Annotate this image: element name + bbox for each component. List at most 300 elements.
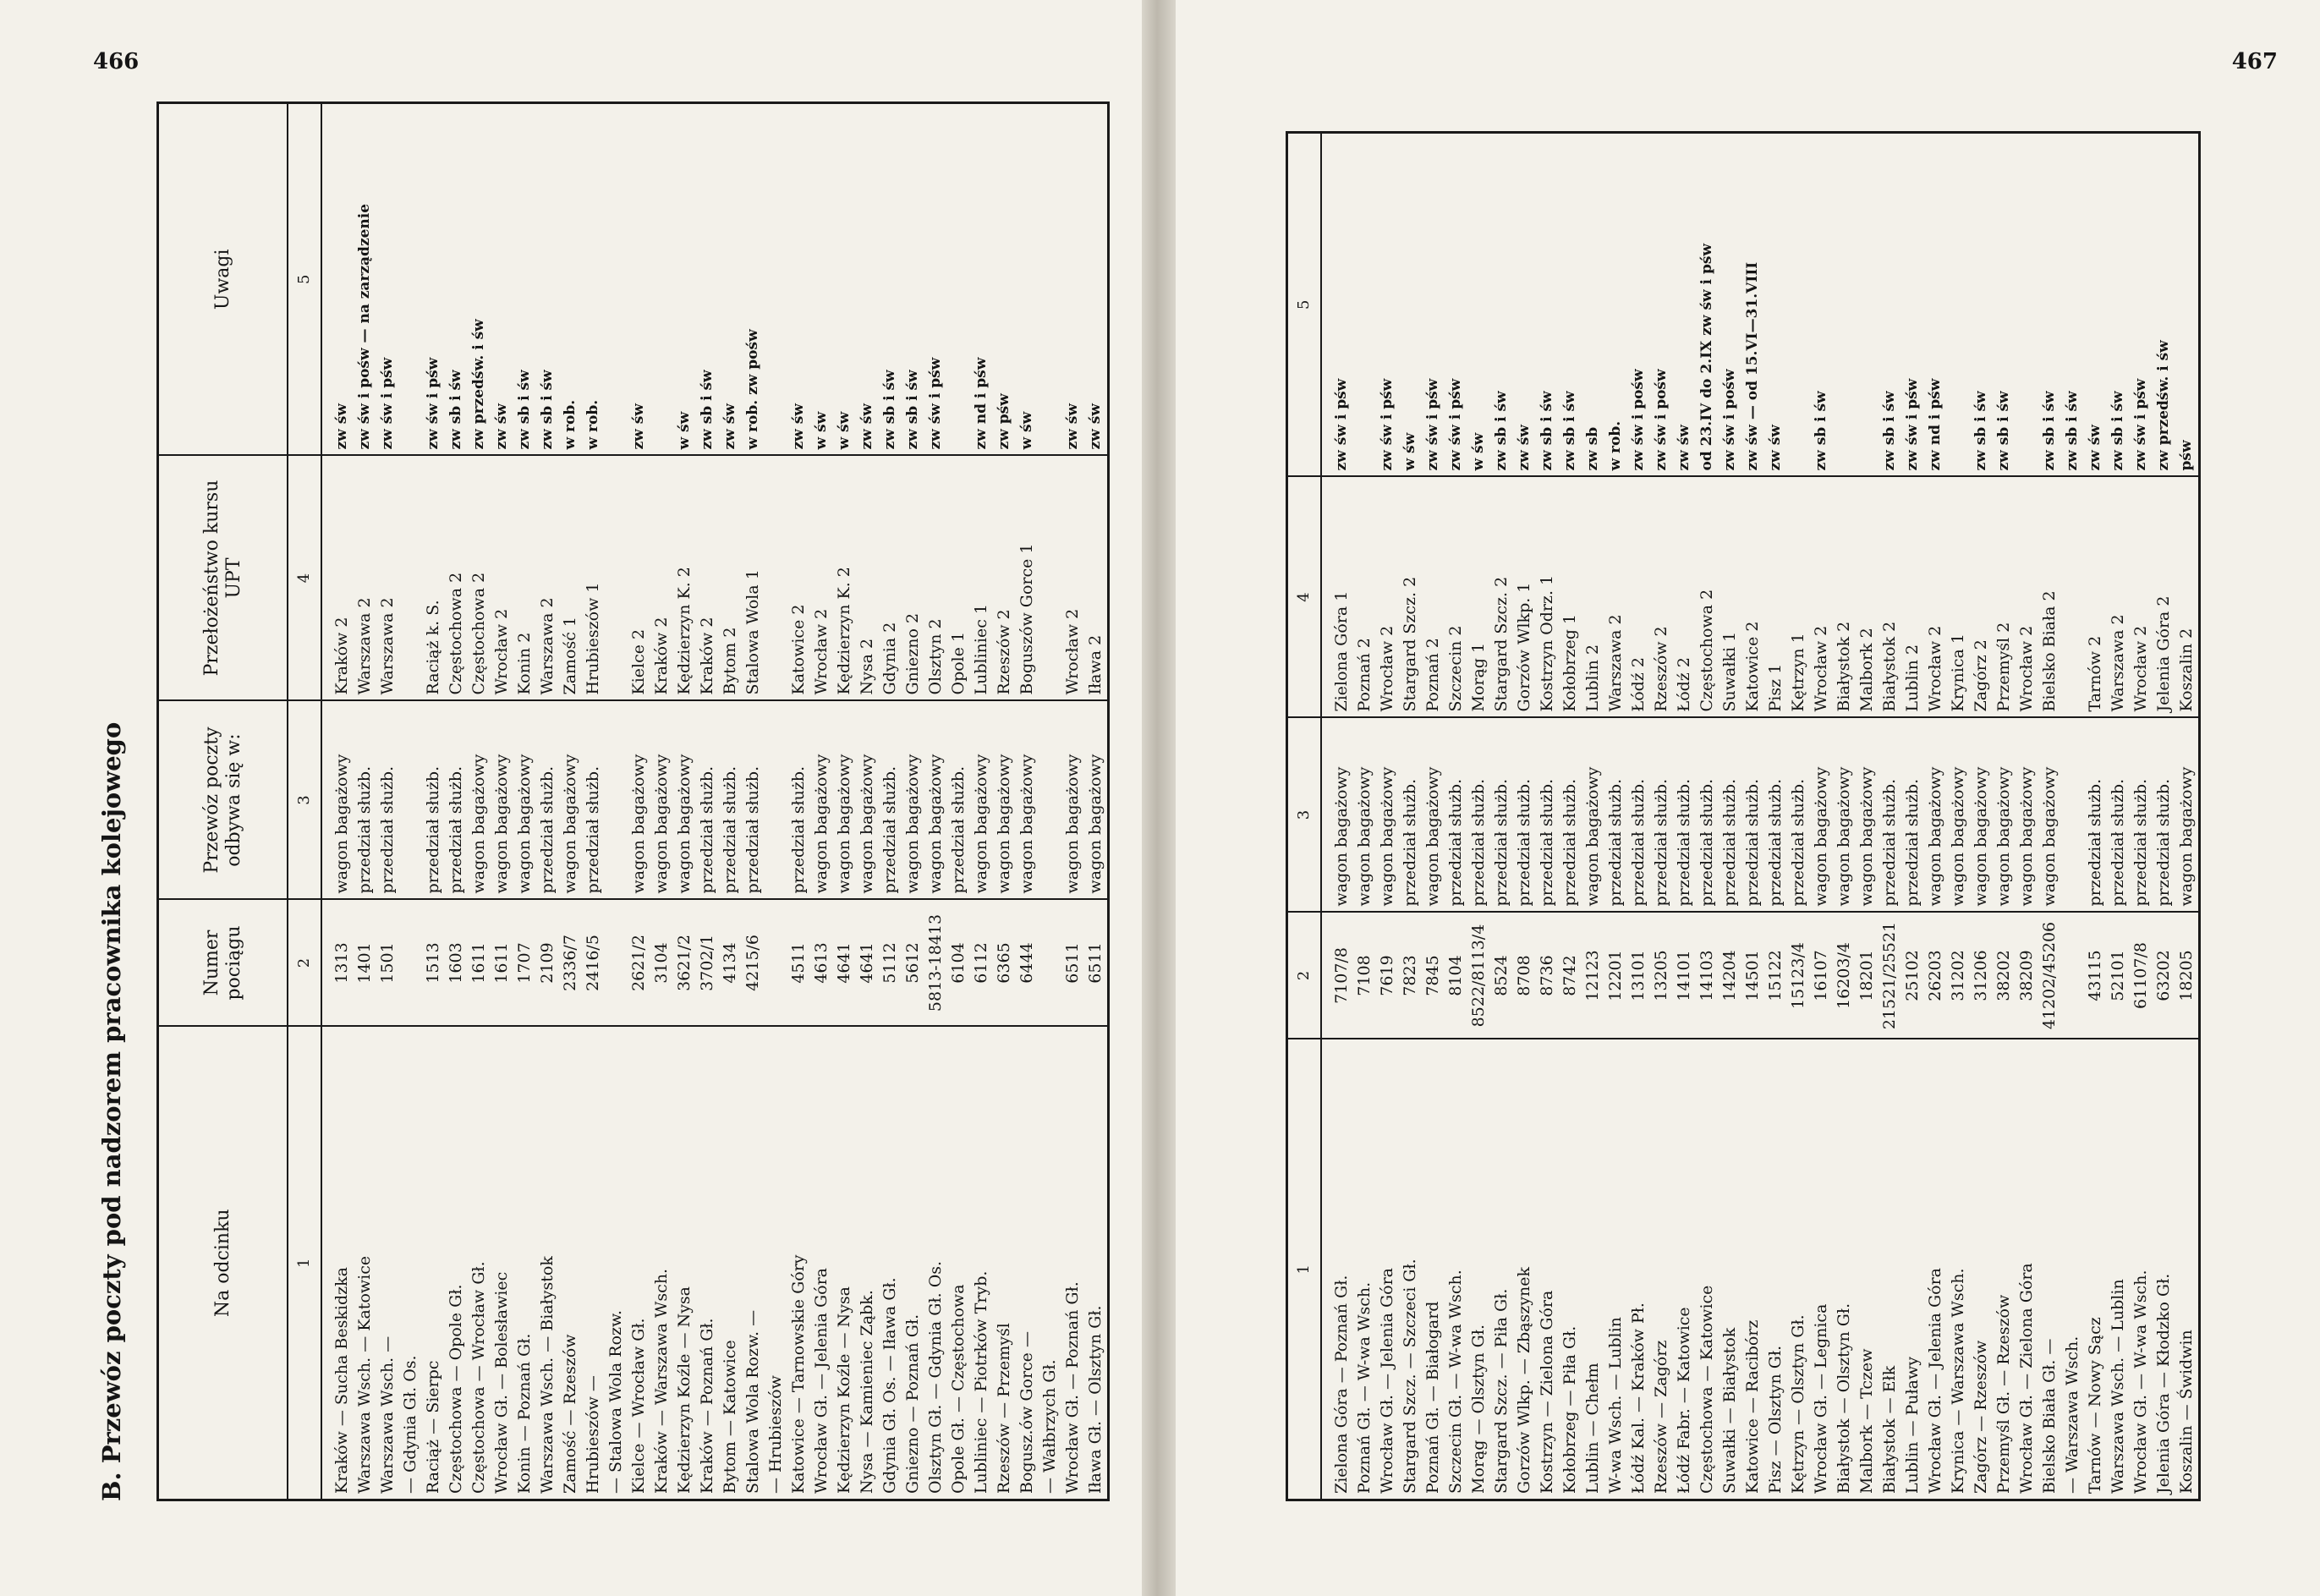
cell-przelozenstwo: Kraków 2 [321,456,354,701]
cell-przelozenstwo: Malbork 2 [1856,477,1878,718]
table-row [399,103,422,1500]
cell-przewoz: wagon bagażowy [833,701,856,900]
cell-odcinek: Bielsko Biała Gł. — [2038,1039,2061,1500]
cell-odcinek: Poznań Gł. — Białogard [1422,1039,1445,1500]
cell-numer [1039,900,1061,1027]
cell-numer: 3702/1 [696,900,719,1027]
cell-numer: 1313 [321,900,354,1027]
cell-uwagi [1833,133,1856,477]
cell-przewoz: przedział służb. [719,701,742,900]
cell-przewoz: wagon bagażowy [810,701,833,900]
cell-przelozenstwo: Białystok 2 [1878,477,1901,718]
cell-odcinek: Tarnów — Nowy Sącz [2084,1039,2107,1500]
cell-odcinek: Szczecin Gł. — W-wa Wsch. [1445,1039,1467,1500]
cell-przelozenstwo: Suwałki 1 [1719,477,1741,718]
cell-przelozenstwo: Konin 2 [513,456,536,701]
cell-numer: 14101 [1673,913,1696,1039]
table-row [2016,133,2038,1500]
table-row [1536,133,1559,1500]
cell-numer: 7823 [1399,913,1422,1039]
table-row [1445,133,1467,1500]
table-row [376,103,399,1500]
cell-numer: 8708 [1513,913,1536,1039]
cell-przewoz: przedział służb. [1878,718,1901,913]
cell-przelozenstwo: Zamość 1 [559,456,582,701]
col-number: 3 [288,701,321,900]
table-row [605,103,628,1500]
cell-odcinek: Warszawa Wsch. — [376,1027,399,1500]
cell-numer: 8736 [1536,913,1559,1039]
cell-przelozenstwo: Wrocław 2 [1061,456,1084,701]
cell-przewoz: wagon bagażowy [1582,718,1604,913]
table-row [2038,133,2061,1500]
table-row [1513,133,1536,1500]
col-number: 1 [288,1027,321,1500]
cell-przelozenstwo: Wrocław 2 [491,456,513,701]
cell-przelozenstwo: Gniezno 2 [902,456,924,701]
cell-uwagi [399,103,422,456]
cell-uwagi [765,103,787,456]
col-number: 5 [1287,133,1322,477]
cell-przelozenstwo: Bielsko Biała 2 [2038,477,2061,718]
cell-przewoz: przedział służb. [1490,718,1513,913]
cell-przewoz: przedział służb. [696,701,719,900]
cell-odcinek: Stargard Szcz. — Szczeci Gł. [1399,1039,1422,1500]
cell-przelozenstwo: Boguszów Gorce 1 [1016,456,1039,701]
section-title: B. Przewóz poczty pod nadzorem pracownika kolejowego [97,721,126,1501]
cell-uwagi [1353,133,1376,477]
cell-odcinek: Stalowa Wola Rozw. — [742,1027,765,1500]
cell-przelozenstwo: Olsztyn 2 [924,456,947,701]
cell-przelozenstwo [2061,477,2084,718]
cell-uwagi: od 23.IV do 2.IX zw św i pśw [1696,133,1719,477]
cell-przewoz: wagon bagażowy [2016,718,2038,913]
table-row [491,103,513,1500]
cell-przewoz: wagon bagażowy [559,701,582,900]
cell-uwagi: zw sb i św [1970,133,1993,477]
cell-przewoz: przedział służb. [1559,718,1582,913]
cell-odcinek: Wrocław Gł. — Jelenia Góra [1376,1039,1399,1500]
cell-uwagi: zw sb i św [1559,133,1582,477]
cell-przelozenstwo: Koszalin 2 [2175,477,2200,718]
cell-przelozenstwo: Kraków 2 [650,456,673,701]
table-row [1061,103,1084,1500]
cell-przelozenstwo: Morąg 1 [1467,477,1490,718]
cell-odcinek: Nysa — Kamieniec Ząbk. [856,1027,879,1500]
cell-numer: 13205 [1650,913,1673,1039]
table-row [1399,133,1422,1500]
cell-odcinek: Lubliniec — Piotrków Tryb. [970,1027,993,1500]
col-number: 5 [288,103,321,456]
cell-uwagi: zw św [1061,103,1084,456]
header-numer-pociagu: Numer pociągu [158,900,288,1027]
cell-odcinek: Lublin — Chełm [1582,1039,1604,1500]
table-row [582,103,605,1500]
cell-odcinek: Zagórz — Rzeszów [1970,1039,1993,1500]
table-row [2107,133,2130,1500]
cell-przelozenstwo: Łódź 2 [1627,477,1650,718]
cell-odcinek: Warszawa Wsch. — Lublin [2107,1039,2130,1500]
cell-przelozenstwo: Kraków 2 [696,456,719,701]
cell-odcinek: Wrocław Gł. — Bolesławiec [491,1027,513,1500]
cell-przelozenstwo: Poznań 2 [1422,477,1445,718]
table-row [856,103,879,1500]
cell-przewoz: wagon bagażowy [491,701,513,900]
cell-przelozenstwo: Jelenia Góra 2 [2153,477,2175,718]
cell-przewoz: przedział służb. [536,701,559,900]
table-row [1467,133,1490,1500]
header-przelozenstwo: Przełożeństwo kursu UPT [158,456,288,701]
table-row [993,103,1016,1500]
cell-numer: 1513 [422,900,445,1027]
cell-przelozenstwo: Gdynia 2 [879,456,902,701]
cell-uwagi: w św [810,103,833,456]
table-row [902,103,924,1500]
cell-numer: 14501 [1741,913,1764,1039]
cell-uwagi: zw przedśw. i św [468,103,491,456]
cell-przewoz: wagon bagażowy [2038,718,2061,913]
table-row [742,103,765,1500]
table-row [1016,103,1039,1500]
cell-uwagi: zw sb i św [1810,133,1833,477]
cell-przelozenstwo: Wrocław 2 [1810,477,1833,718]
cell-numer: 2109 [536,900,559,1027]
cell-przelozenstwo: Kędzierzyn K. 2 [673,456,696,701]
cell-przewoz: przedział służb. [2130,718,2153,913]
cell-odcinek: — Stalowa Wola Rozw. [605,1027,628,1500]
cell-numer: 31202 [1947,913,1970,1039]
cell-uwagi [1947,133,1970,477]
cell-przewoz: wagon bagażowy [1833,718,1856,913]
table-row [1582,133,1604,1500]
cell-przewoz: przedział służb. [1673,718,1696,913]
cell-uwagi: zw św i pśw [2130,133,2153,477]
cell-uwagi: zw sb i św [2038,133,2061,477]
cell-uwagi: zw św i pśw [1321,133,1353,477]
cell-przelozenstwo: Wrocław 2 [2130,477,2153,718]
cell-numer: 13101 [1627,913,1650,1039]
book-gutter [1142,0,1176,1596]
cell-przelozenstwo: Kętrzyn 1 [1787,477,1810,718]
cell-przewoz: wagon bagażowy [1947,718,1970,913]
cell-uwagi: zw św i pśw [924,103,947,456]
cell-uwagi: zw św [1673,133,1696,477]
col-number: 2 [288,900,321,1027]
cell-numer: 61107/8 [2130,913,2153,1039]
cell-numer: 4215/6 [742,900,765,1027]
cell-numer: 8524 [1490,913,1513,1039]
table-row [1650,133,1673,1500]
cell-odcinek: Gdynia Gł. Os. — Iława Gł. [879,1027,902,1500]
cell-odcinek: Iława Gł. — Olsztyn Gł. [1084,1027,1109,1500]
cell-numer: 4641 [833,900,856,1027]
cell-odcinek: Kostrzyn — Zielona Góra [1536,1039,1559,1500]
cell-przewoz: wagon bagażowy [1061,701,1084,900]
cell-uwagi: w rob. [1604,133,1627,477]
cell-uwagi: w rob. [582,103,605,456]
cell-przewoz: wagon bagażowy [650,701,673,900]
cell-numer: 5112 [879,900,902,1027]
cell-numer: 63202 [2153,913,2175,1039]
cell-uwagi: zw św i pśw [1901,133,1924,477]
cell-przelozenstwo: Stalowa Wola 1 [742,456,765,701]
table-row [1901,133,1924,1500]
header-uwagi: Uwagi [158,103,288,456]
cell-uwagi: zw sb i św [445,103,468,456]
table-row [2061,133,2084,1500]
cell-uwagi: w rob. zw pośw [742,103,765,456]
table-row [1627,133,1650,1500]
cell-odcinek: Bogusz.ów Gorce — [1016,1027,1039,1500]
cell-przewoz: wagon bagażowy [1856,718,1878,913]
cell-odcinek: Opole Gł. — Częstochowa [947,1027,970,1500]
cell-uwagi: zw św [719,103,742,456]
cell-przelozenstwo: Wrocław 2 [1924,477,1947,718]
cell-numer: 15123/4 [1787,913,1810,1039]
cell-przelozenstwo: Częstochowa 2 [1696,477,1719,718]
table-row [559,103,582,1500]
table-row [673,103,696,1500]
cell-odcinek: Suwałki — Białystok [1719,1039,1741,1500]
cell-uwagi: zw św i pośw [1719,133,1741,477]
cell-przewoz [399,701,422,900]
cell-odcinek: Kędzierzyn Koźle — Nysa [833,1027,856,1500]
right-page [1176,0,2320,1596]
cell-numer: 2416/5 [582,900,605,1027]
cell-odcinek: — Hrubieszów [765,1027,787,1500]
cell-przelozenstwo: Częstochowa 2 [445,456,468,701]
cell-przewoz: przedział służb. [1467,718,1490,913]
cell-numer: 1611 [468,900,491,1027]
cell-uwagi: zw sb i św [696,103,719,456]
table-body [321,103,1109,1500]
cell-przelozenstwo: Stargard Szcz. 2 [1490,477,1513,718]
cell-numer: 14204 [1719,913,1741,1039]
table-row [1376,133,1399,1500]
cell-odcinek: Olsztyn Gł. — Gdynia Gł. Os. [924,1027,947,1500]
cell-odcinek: Krynica — Warszawa Wsch. [1947,1039,1970,1500]
cell-uwagi: zw św [491,103,513,456]
table-row [1970,133,1993,1500]
cell-uwagi: zw św [1513,133,1536,477]
page-number: 467 [2231,49,2278,74]
cell-uwagi: zw sb i św [2107,133,2130,477]
cell-odcinek: Lublin — Puławy [1901,1039,1924,1500]
cell-uwagi: zw św i pśw [1422,133,1445,477]
cell-numer [605,900,628,1027]
cell-odcinek: W-wa Wsch. — Lublin [1604,1039,1627,1500]
cell-numer: 18201 [1856,913,1878,1039]
cell-przelozenstwo: Katowice 2 [1741,477,1764,718]
cell-numer: 16203/4 [1833,913,1856,1039]
cell-odcinek: Raciąż — Sierpc [422,1027,445,1500]
cell-numer: 8104 [1445,913,1467,1039]
cell-uwagi [947,103,970,456]
cell-uwagi: w św [1399,133,1422,477]
cell-numer: 15122 [1764,913,1787,1039]
table-row [696,103,719,1500]
cell-przewoz: wagon bagażowy [628,701,650,900]
cell-odcinek: Wrocław Gł. — Jelenia Góra [1924,1039,1947,1500]
cell-odcinek: — Wałbrzych Gł. [1039,1027,1061,1500]
table-row [1833,133,1856,1500]
cell-uwagi [1856,133,1878,477]
cell-uwagi: zw nd i pśw [970,103,993,456]
cell-odcinek: Kędzierzyn Koźle — Nysa [673,1027,696,1500]
table-row [1039,103,1061,1500]
cell-przewoz: przedział służb. [376,701,399,900]
cell-przelozenstwo: Warszawa 2 [354,456,376,701]
cell-numer [765,900,787,1027]
rotated-table-block [97,101,1110,1501]
cell-przewoz: przedział służb. [1604,718,1627,913]
cell-przelozenstwo: Częstochowa 2 [468,456,491,701]
cell-uwagi: zw sb i św [879,103,902,456]
cell-przewoz: wagon bagażowy [1016,701,1039,900]
cell-odcinek: Hrubieszów — [582,1027,605,1500]
cell-numer: 12123 [1582,913,1604,1039]
cell-numer: 7845 [1422,913,1445,1039]
cell-uwagi: zw św i pśw [376,103,399,456]
cell-uwagi [2016,133,2038,477]
cell-numer: 1401 [354,900,376,1027]
table-row [1490,133,1513,1500]
cell-uwagi: zw sb i św [513,103,536,456]
table-row [354,103,376,1500]
cell-odcinek: — Warszawa Wsch. [2061,1039,2084,1500]
cell-uwagi: zw sb i św [2061,133,2084,477]
cell-uwagi: zw św i pośw [1650,133,1673,477]
cell-odcinek: Wrocław Gł. — Zielona Góra [2016,1039,2038,1500]
cell-przewoz: przedział służb. [742,701,765,900]
table-row [445,103,468,1500]
cell-przewoz: przedział służb. [445,701,468,900]
cell-przewoz: przedział służb. [422,701,445,900]
table-row [719,103,742,1500]
cell-odcinek: Gniezno — Poznań Gł. [902,1027,924,1500]
cell-odcinek: Gorzów Wlkp. — Zbąszynek [1513,1039,1536,1500]
cell-przelozenstwo [399,456,422,701]
cell-odcinek: Łódź Kal. — Kraków Pł. [1627,1039,1650,1500]
cell-uwagi: zw sb i św [1490,133,1513,477]
table-row [1084,103,1109,1500]
cell-numer: 1611 [491,900,513,1027]
cell-numer: 7108 [1353,913,1376,1039]
cell-przewoz: wagon bagażowy [1422,718,1445,913]
table-row [468,103,491,1500]
cell-numer: 3621/2 [673,900,696,1027]
cell-odcinek: Częstochowa — Wrocław Gł. [468,1027,491,1500]
cell-uwagi: zw sb i św [902,103,924,456]
cell-przewoz: wagon bagażowy [1353,718,1376,913]
cell-przewoz: przedział służb. [1399,718,1422,913]
cell-przewoz: wagon bagażowy [1970,718,1993,913]
cell-przewoz: wagon bagażowy [970,701,993,900]
cell-przewoz: przedział służb. [2084,718,2107,913]
cell-numer: 1603 [445,900,468,1027]
table-row [1604,133,1627,1500]
cell-przewoz: przedział służb. [1719,718,1741,913]
cell-numer: 5612 [902,900,924,1027]
cell-przewoz [2061,718,2084,913]
cell-przelozenstwo: Wrocław 2 [810,456,833,701]
table-row [924,103,947,1500]
cell-przewoz: przedział służb. [2107,718,2130,913]
table-row [2084,133,2107,1500]
cell-numer: 6511 [1084,900,1109,1027]
table-row [765,103,787,1500]
cell-odcinek: Warszawa Wsch. — Katowice [354,1027,376,1500]
col-number: 4 [288,456,321,701]
cell-numer: 1707 [513,900,536,1027]
cell-odcinek: Pisz — Olsztyn Gł. [1764,1039,1787,1500]
cell-uwagi: zw sb i św [1536,133,1559,477]
cell-przewoz: wagon bagażowy [856,701,879,900]
cell-przelozenstwo: Hrubieszów 1 [582,456,605,701]
cell-odcinek: Wrocław Gł. — Jelenia Góra [810,1027,833,1500]
cell-przewoz [765,701,787,900]
cell-odcinek: Koszalin — Świdwin [2175,1039,2200,1500]
cell-przewoz: przedział służb. [354,701,376,900]
col-number: 4 [1287,477,1322,718]
cell-odcinek: Białystok — Ełk [1878,1039,1901,1500]
cell-przelozenstwo: Bytom 2 [719,456,742,701]
cell-przelozenstwo [1039,456,1061,701]
cell-uwagi: pśw [2175,133,2200,477]
cell-odcinek: Warszawa Wsch. — Białystok [536,1027,559,1500]
cell-przewoz: przedział służb. [1513,718,1536,913]
cell-uwagi: zw św — od 15.VI—31.VIII [1741,133,1764,477]
cell-numer: 1501 [376,900,399,1027]
cell-przelozenstwo: Przemyśl 2 [1993,477,2016,718]
cell-przewoz: przedział służb. [1764,718,1787,913]
table-row [879,103,902,1500]
cell-uwagi: zw św [321,103,354,456]
cell-odcinek: Częstochowa — Opole Gł. [445,1027,468,1500]
cell-przewoz: przedział służb. [2153,718,2175,913]
left-page [0,0,1142,1596]
cell-numer: 4613 [810,900,833,1027]
cell-odcinek: Białystok — Olsztyn Gł. [1833,1039,1856,1500]
cell-numer: 7619 [1376,913,1399,1039]
cell-przewoz: wagon bagażowy [924,701,947,900]
table-row [422,103,445,1500]
mail-transport-table-continued [1286,131,2201,1501]
cell-numer: 8522/8113/4 [1467,913,1490,1039]
cell-przelozenstwo [765,456,787,701]
cell-numer: 8742 [1559,913,1582,1039]
col-number: 3 [1287,718,1322,913]
cell-odcinek: Katowice — Tarnowskie Góry [787,1027,810,1500]
cell-odcinek: Łódź Fabr. — Katowice [1673,1039,1696,1500]
cell-przelozenstwo: Lublin 2 [1582,477,1604,718]
cell-uwagi: w św [1016,103,1039,456]
header-przewoz-poczty: Przewóz poczty odbywa się w: [158,701,288,900]
table-row [1810,133,1833,1500]
cell-przewoz: wagon bagażowy [993,701,1016,900]
cell-przewoz: wagon bagażowy [1924,718,1947,913]
table-row [1321,133,1353,1500]
cell-przewoz: przedział służb. [1627,718,1650,913]
cell-przelozenstwo: Iława 2 [1084,456,1109,701]
cell-odcinek: Jelenia Góra — Kłodzko Gł. [2153,1039,2175,1500]
cell-uwagi: zw św i pśw [1445,133,1467,477]
cell-uwagi: zw św i pośw [1627,133,1650,477]
table-row [1947,133,1970,1500]
cell-przelozenstwo: Kielce 2 [628,456,650,701]
cell-przelozenstwo: Pisz 1 [1764,477,1787,718]
cell-numer: 52101 [2107,913,2130,1039]
